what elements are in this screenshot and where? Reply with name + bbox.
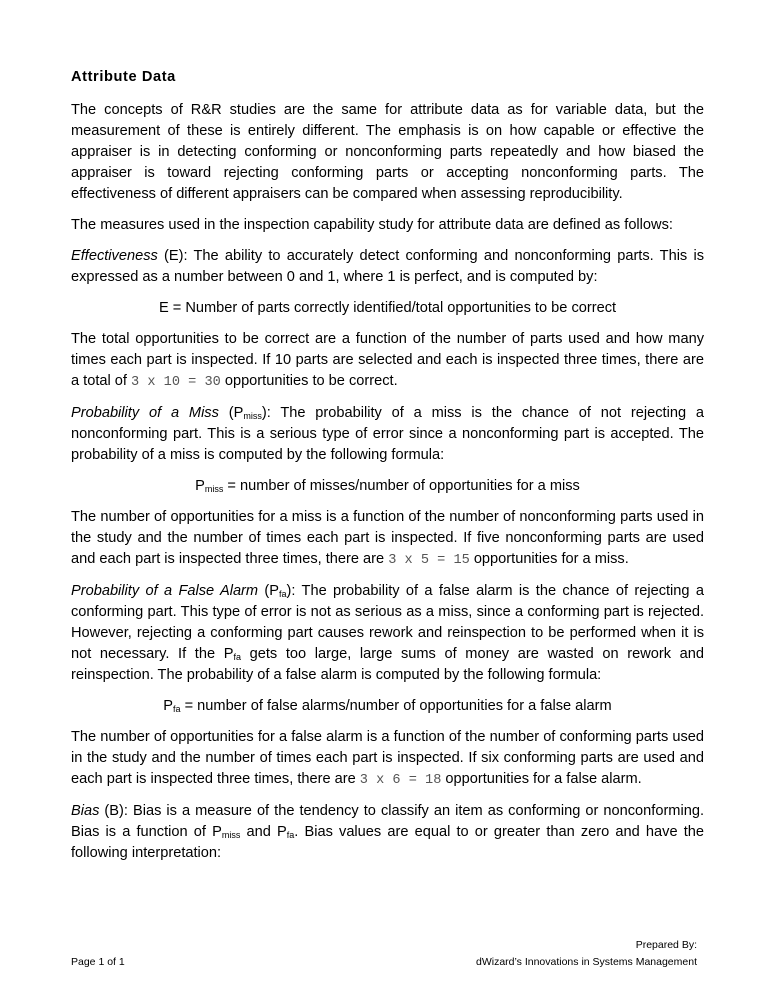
- miss-term: Probability of a Miss: [71, 405, 219, 421]
- miss-symbol-sub: miss: [243, 411, 262, 421]
- footer-credit: [476, 937, 697, 971]
- bias-miss-symbol: P: [212, 824, 222, 840]
- false-alarm-symbol-sub-2: fa: [233, 652, 241, 662]
- effectiveness-definition: [71, 246, 704, 288]
- miss-paren: (: [218, 405, 234, 421]
- false-alarm-def-text: ): The probability of a false alarm is the chance of rejecting a conforming part. This type of error is not as serious as a miss, since a conforming part is rejected. However, rejecting a conforming part causes rework and reinspection to be performed when it is not necessary. If the: [71, 583, 704, 662]
- company-name: dWizard’s Innovations in Systems Management: [476, 956, 697, 968]
- miss-calc: 3 x 5 = 15: [388, 553, 470, 568]
- bias-definition: [71, 801, 704, 864]
- page-number: Page 1 of 1: [71, 956, 125, 968]
- false-alarm-formula: [71, 696, 704, 717]
- false-alarm-paren: (: [258, 583, 270, 599]
- false-alarm-formula-sub: fa: [173, 704, 181, 714]
- miss-formula: [71, 476, 704, 497]
- prepared-by-label: Prepared By:: [635, 939, 697, 951]
- effectiveness-explanation: [71, 329, 704, 393]
- false-alarm-explanation: [71, 727, 704, 791]
- effectiveness-term: Effectiveness: [71, 248, 158, 264]
- miss-symbol: [234, 405, 262, 421]
- false-alarm-symbol-base-2: P: [223, 646, 234, 662]
- miss-explain-text: The number of opportunities for a miss is a function of the number of nonconforming parts used in the study and the number of times each part is inspected. If five nonconforming parts are used and each part is inspected three times, there are: [71, 509, 704, 567]
- bias-def-text: (B): Bias is a measure of the tendency to classify an item as conforming or nonconforming. Bias is a function of: [71, 803, 704, 840]
- miss-explain-end: opportunities for a miss.: [469, 551, 629, 567]
- effectiveness-calc: 3 x 10 = 30: [131, 375, 221, 390]
- miss-formula-sub: miss: [204, 484, 224, 494]
- miss-def-text: ): The probability of a miss is the chance of not rejecting a nonconforming part. This is a serious type of error since a nonconforming part is accepted. The probability of a miss is computed by the following formula:: [71, 405, 704, 463]
- false-alarm-def-text-2: gets too large, large sums of money are wasted on rework and reinspection. The probability of a false alarm is computed by the following formula:: [71, 646, 704, 683]
- bias-fa-symbol: P: [277, 824, 287, 840]
- false-alarm-formula-text: = number of false alarms/number of opportunities for a false alarm: [180, 698, 612, 714]
- bias-fa-sub: fa: [286, 830, 295, 840]
- miss-definition: [71, 403, 704, 466]
- bias-and: and: [240, 824, 278, 840]
- false-alarm-symbol-base: P: [269, 583, 280, 599]
- intro-paragraph: The concepts of R&R studies are the same for attribute data as for variable data, but the measurement of these is entirely different. The emphasis is on how capable or effective the appraiser is in detecting conforming or nonconforming parts repeatedly and how biased the appraiser is toward rejecting conforming parts or accepting nonconforming parts. The effectiveness of different appraisers can be compared when assessing reproducibility.: [71, 102, 704, 202]
- bias-def-text-2: . Bias values are equal to or greater than zero and have the following interpretation:: [71, 824, 705, 861]
- miss-explanation: [71, 507, 704, 571]
- bias-term: Bias: [71, 803, 100, 819]
- section-title: Attribute Data: [71, 69, 176, 85]
- false-alarm-formula-symbol: P: [163, 698, 174, 714]
- false-alarm-explain-end: opportunities for a false alarm.: [441, 771, 642, 787]
- false-alarm-explain-text: The number of opportunities for a false alarm is a function of the number of conforming parts used in the study and the number of times each part is inspected. If six conforming parts are used and each part is inspected three times, there are: [71, 729, 704, 787]
- miss-formula-text: = number of misses/number of opportunities for a miss: [223, 478, 580, 494]
- effectiveness-explain-text: The total opportunities to be correct are a function of the number of parts used and how many times each part is inspected. If 10 parts are selected and each is inspected three times, there are a total of: [71, 331, 704, 389]
- miss-formula-symbol: P: [195, 478, 205, 494]
- false-alarm-definition: [71, 581, 704, 686]
- false-alarm-calc: 3 x 6 = 18: [359, 773, 442, 788]
- miss-symbol-base: P: [233, 405, 244, 421]
- false-alarm-symbol-sub: fa: [279, 589, 287, 599]
- document-body: [71, 67, 704, 874]
- effectiveness-formula: E = Number of parts correctly identified/total opportunities to be correct: [158, 300, 617, 316]
- bias-miss-sub: miss: [221, 830, 241, 840]
- measures-intro-paragraph: The measures used in the inspection capability study for attribute data are defined as follows:: [71, 217, 673, 233]
- false-alarm-term: Probability of a False Alarm: [71, 583, 259, 599]
- effectiveness-explain-end: opportunities to be correct.: [220, 373, 398, 389]
- effectiveness-def-text: (E): The ability to accurately detect conforming and nonconforming parts. This is expressed as a number between 0 and 1, where 1 is perfect, and is computed by:: [71, 248, 704, 285]
